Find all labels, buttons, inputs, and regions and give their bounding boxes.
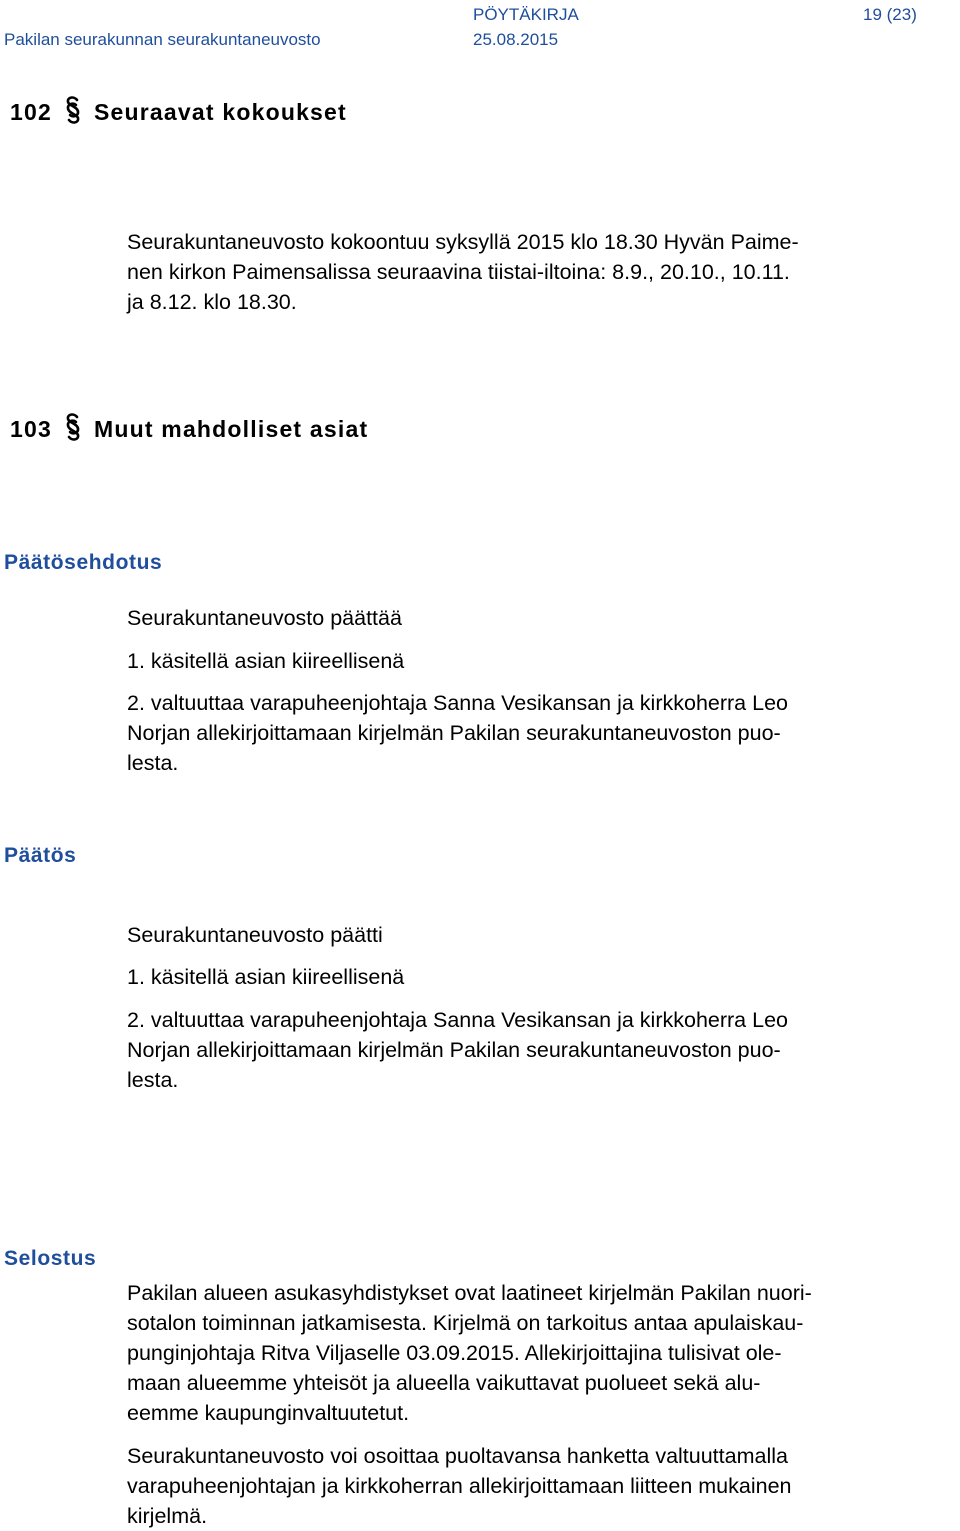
text-line: punginjohtaja Ritva Viljaselle 03.09.2015. Allekirjoittajina tulisivat ole- [127, 1341, 782, 1365]
text-line: varapuheenjohtajan ja kirkkoherran allekirjoittamaan liitteen mukainen [127, 1474, 792, 1498]
text-line: eemme kaupunginvaltuutetut. [127, 1401, 410, 1425]
page-number: 19 (23) [863, 5, 917, 24]
text-line: ja 8.12. klo 18.30. [127, 290, 297, 314]
proposal-item-1: 1. käsitellä asian kiireellisenä [127, 649, 405, 673]
text-line: sotalon toiminnan jatkamisesta. Kirjelmä on tarkoitus antaa apulaiskau- [127, 1311, 804, 1335]
section-sign-icon [62, 411, 84, 443]
section-heading-102 [10, 94, 347, 126]
decision-intro: Seurakuntaneuvosto päätti [127, 923, 383, 947]
section-sign-icon [62, 94, 84, 126]
section-number: 103 [10, 416, 52, 442]
proposal-label: Päätösehdotus [4, 551, 163, 574]
text-line: Pakilan alueen asukasyhdistykset ovat laatineet kirjelmän Pakilan nuori- [127, 1281, 812, 1305]
organization-name: Pakilan seurakunnan seurakuntaneuvosto [4, 30, 321, 49]
text-line: kirjelmä. [127, 1504, 208, 1528]
meeting-date: 25.08.2015 [473, 30, 559, 49]
section-102-body [127, 227, 799, 317]
text-line: 2. valtuuttaa varapuheenjohtaja Sanna Vesikansan ja kirkkoherra Leo [127, 1008, 788, 1032]
document-type: PÖYTÄKIRJA [473, 5, 579, 24]
text-line: 2. valtuuttaa varapuheenjohtaja Sanna Vesikansan ja kirkkoherra Leo [127, 691, 788, 715]
text-line: Seurakuntaneuvosto voi osoittaa puoltavansa hanketta valtuuttamalla [127, 1444, 788, 1468]
text-line: Seurakuntaneuvosto kokoontuu syksyllä 2015 klo 18.30 Hyvän Paime- [127, 230, 799, 254]
decision-item-2 [127, 1005, 788, 1095]
text-line: Norjan allekirjoittamaan kirjelmän Pakilan seurakuntaneuvoston puo- [127, 721, 781, 745]
text-line: lesta. [127, 1068, 179, 1092]
section-title: Muut mahdolliset asiat [93, 416, 369, 442]
decision-label: Päätös [4, 844, 77, 867]
section-heading-103 [10, 411, 368, 443]
text-line: maan alueemme yhteisöt ja alueella vaikuttavat puolueet sekä alu- [127, 1371, 761, 1395]
statement-label: Selostus [4, 1247, 97, 1270]
section-number: 102 [10, 99, 52, 125]
statement-paragraph-2 [127, 1441, 792, 1531]
text-line: nen kirkon Paimensalissa seuraavina tiistai-iltoina: 8.9., 20.10., 10.11. [127, 260, 790, 284]
proposal-item-2 [127, 688, 788, 778]
proposal-intro: Seurakuntaneuvosto päättää [127, 606, 402, 630]
section-title: Seuraavat kokoukset [93, 99, 347, 125]
decision-item-1: 1. käsitellä asian kiireellisenä [127, 965, 405, 989]
text-line: Norjan allekirjoittamaan kirjelmän Pakilan seurakuntaneuvoston puo- [127, 1038, 781, 1062]
text-line: lesta. [127, 751, 179, 775]
statement-paragraph-1 [127, 1278, 812, 1428]
